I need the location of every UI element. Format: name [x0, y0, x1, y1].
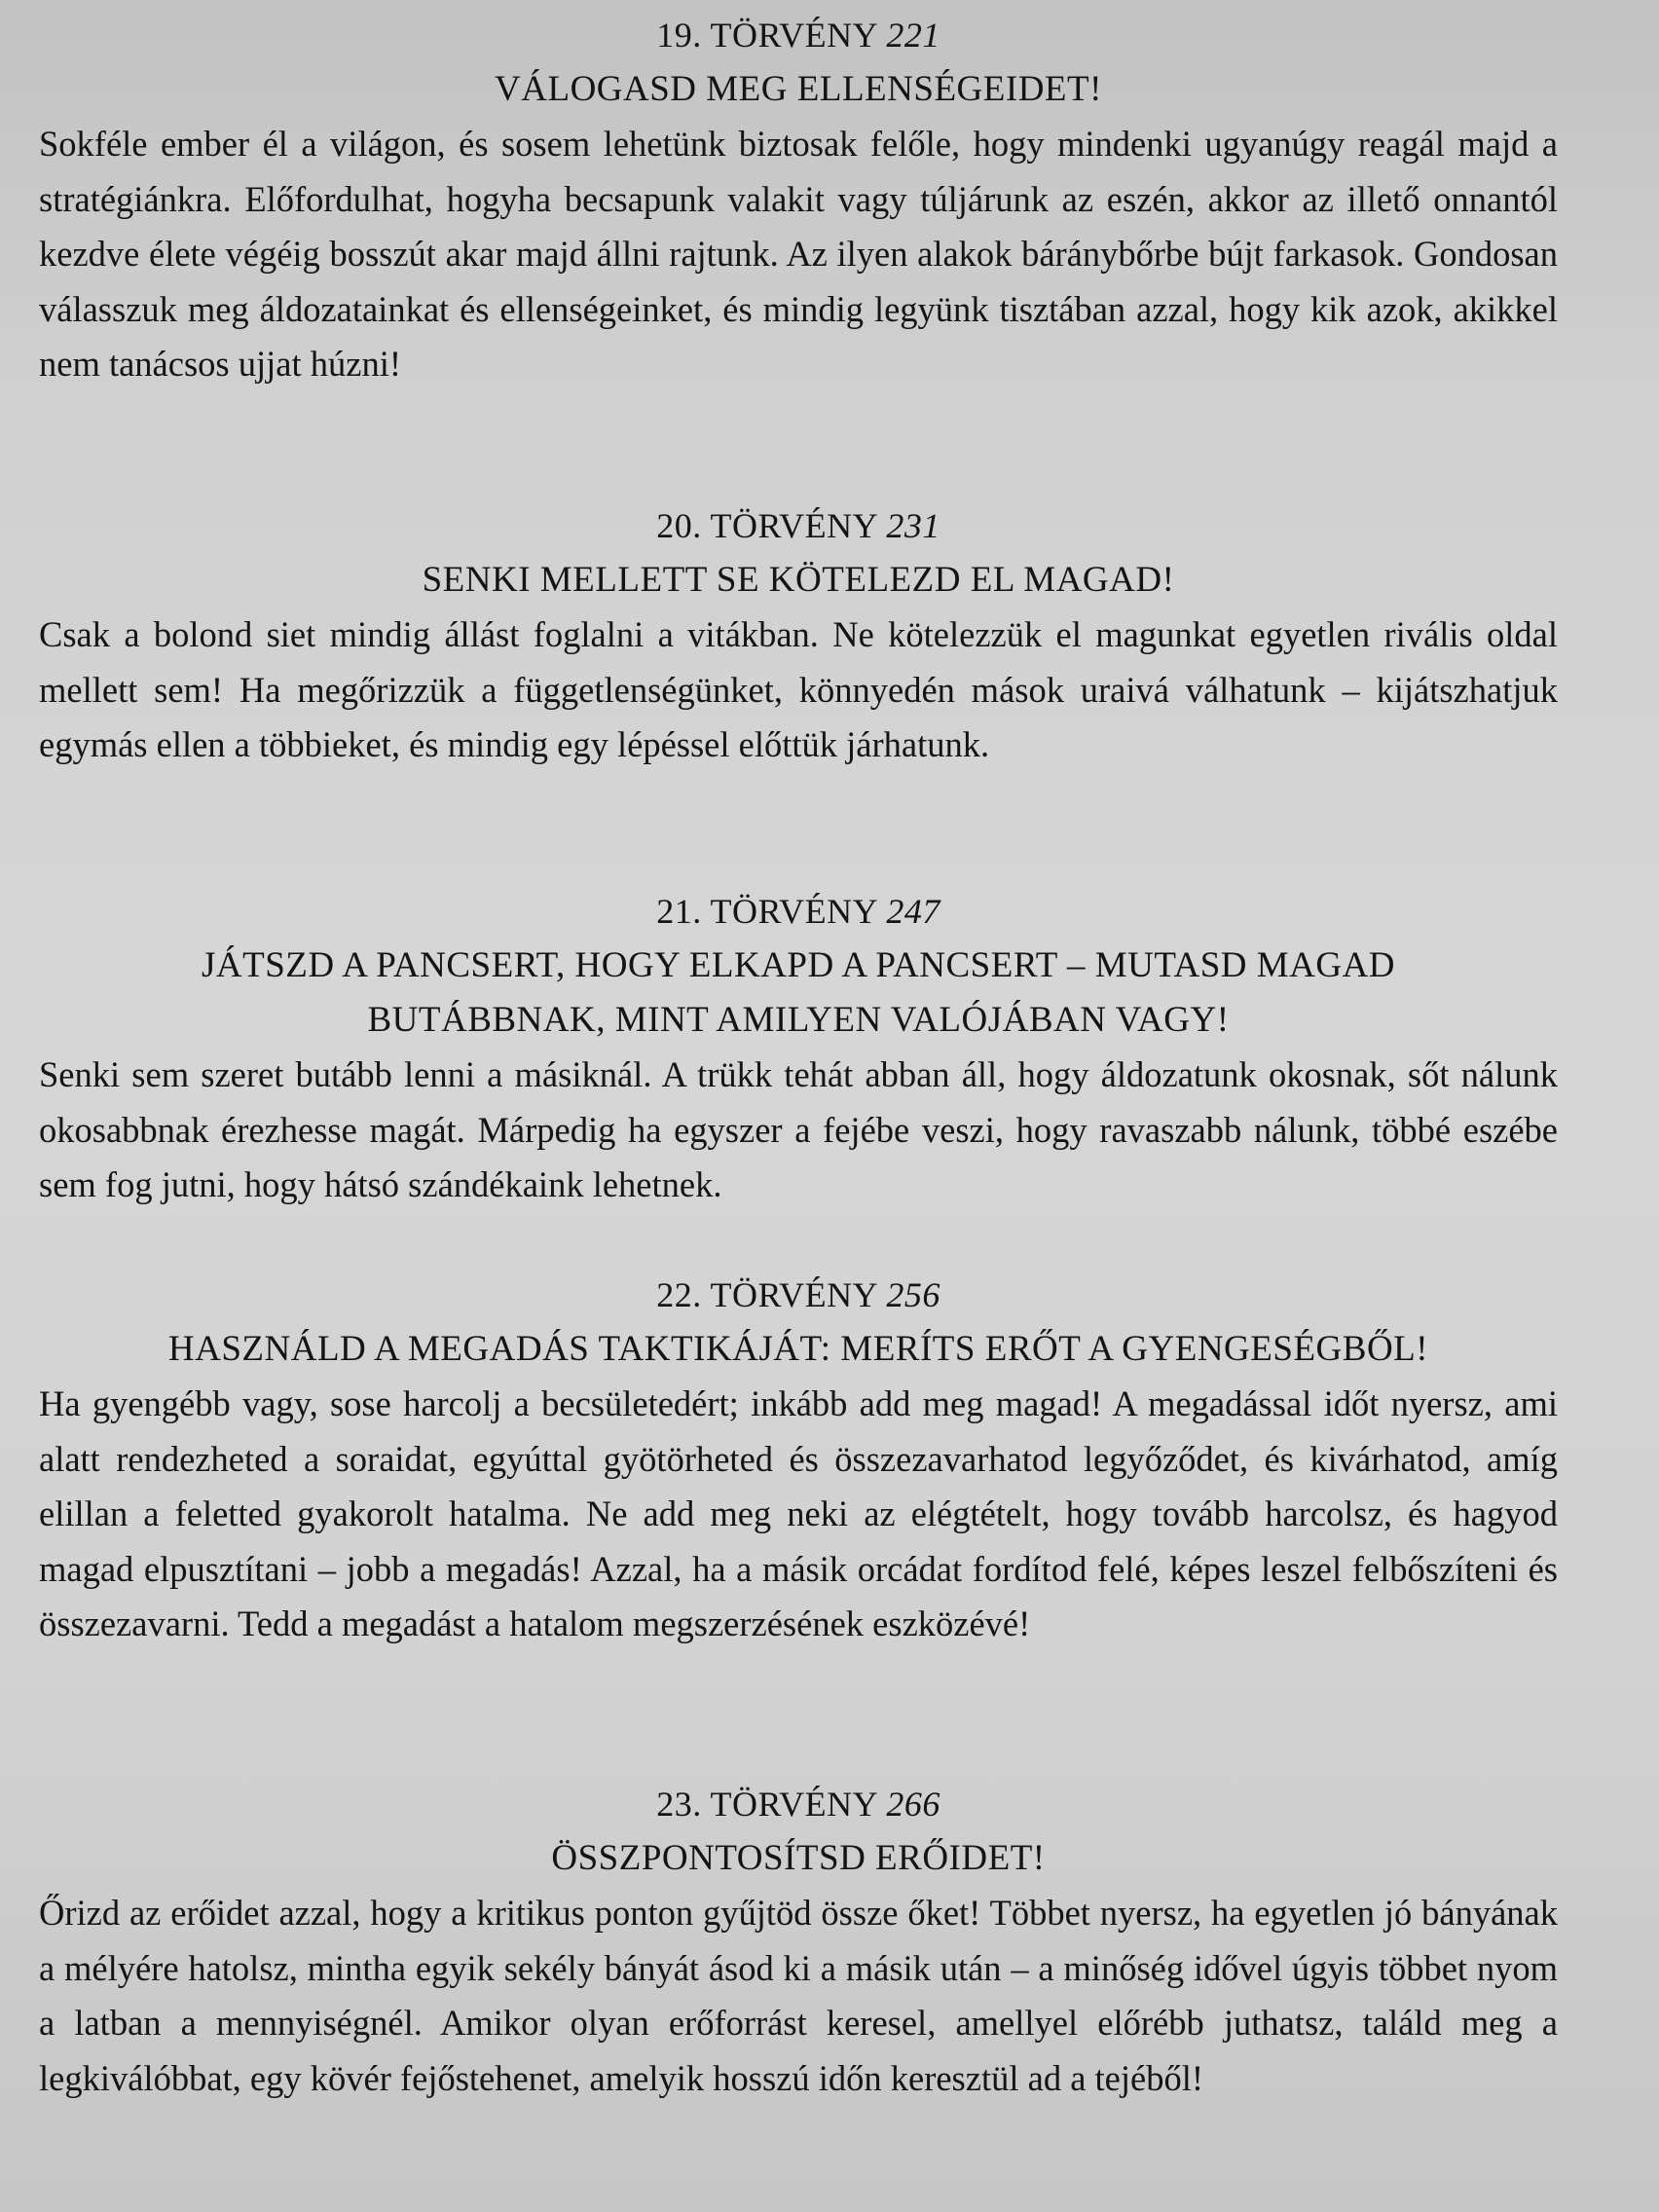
law-19-heading [39, 8, 1558, 62]
law-20-page-ref: 231 [886, 506, 940, 545]
law-19-page-ref: 221 [886, 16, 940, 55]
law-22-title: HASZNÁLD A MEGADÁS TAKTIKÁJÁT: MERÍTS ERŐT A GYENGESÉGBŐL! [167, 1329, 1429, 1369]
law-23-body: Őrizd az erőidet azzal, hogy a kritikus ponton gyűjtöd össze őket! Többet nyersz, ha egyetlen jó bányának a mélyére hatolsz, mintha egyik sekély bányát ásod ki a másik után – a minőség idővel úgyis többet nyom a latban a mennyiségnél. Amikor olyan erőforrást keresel, amellyel előrébb juthatsz, találd meg a legkiválóbbat, egy kövér fejőstehenet, amelyik hosszú időn keresztül ad a tejéből! [39, 1893, 1558, 2098]
law-19-body: Sokféle ember él a világon, és sosem lehetünk biztosak felőle, hogy mindenki ugyanúgy reagál majd a stratégiánkra. Előfordulhat, hogyha becsapunk valakit vagy túljárunk az eszén, akkor az illető onnantól kezdve élete végéig bosszút akar majd állni rajtunk. Az ilyen alakok báránybőrbe bújt farkasok. Gondosan válasszuk meg áldozatainkat és ellenségeinket, és mindig legyünk tisztában azzal, hogy kik azok, akikkel nem tanácsos ujjat húzni! [39, 124, 1558, 384]
law-21-page-ref: 247 [886, 892, 940, 931]
law-20-number: 20. TÖRVÉNY [656, 506, 877, 545]
law-20-heading [39, 498, 1558, 553]
law-22-number: 22. TÖRVÉNY [656, 1275, 877, 1314]
law-19-number: 19. TÖRVÉNY [656, 16, 877, 55]
law-23-heading [39, 1777, 1558, 1831]
law-19-section [39, 8, 1558, 392]
law-23-page-ref: 266 [886, 1785, 940, 1824]
law-22-heading [39, 1268, 1558, 1322]
law-21-heading [39, 884, 1558, 939]
law-23-title: ÖSSZPONTOSÍTSD ERŐIDET! [551, 1838, 1046, 1878]
law-21-title: JÁTSZD A PANCSERT, HOGY ELKAPD A PANCSERT – MUTASD MAGAD BUTÁBBNAK, MINT AMILYEN VALÓJÁBAN VAGY! [201, 945, 1396, 1040]
law-23-section [39, 1777, 1558, 2106]
law-20-body: Csak a bolond siet mindig állást foglalni a vitákban. Ne kötelezzük el magunkat egyetlen rivális oldal mellett sem! Ha megőrizzük a függetlenségünket, könnyedén mások uraivá válhatunk – kijátszhatjuk egymás ellen a többieket, és mindig egy lépéssel előttük járhatunk. [39, 614, 1558, 764]
law-20-title: SENKI MELLETT SE KÖTELEZD EL MAGAD! [422, 560, 1175, 600]
law-20-section [39, 498, 1558, 773]
law-21-body: Senki sem szeret butább lenni a másiknál. A trükk tehát abban áll, hogy áldozatunk okosnak, sőt nálunk okosabbnak érezhesse magát. Márpedig ha egyszer a fejébe veszi, hogy ravaszabb nálunk, többé eszébe sem fog jutni, hogy hátsó szándékaink lehetnek. [39, 1054, 1558, 1204]
law-19-title: VÁLOGASD MEG ELLENSÉGEIDET! [495, 69, 1102, 109]
law-21-section [39, 884, 1558, 1213]
law-23-number: 23. TÖRVÉNY [656, 1785, 877, 1824]
law-22-section [39, 1268, 1558, 1652]
law-22-body: Ha gyengébb vagy, sose harcolj a becsületedért; inkább add meg magad! A megadással időt nyersz, ami alatt rendezheted a soraidat, egyúttal gyötörheted és összezavarhatod legyőződet, és kivárhatod, amíg elillan a feletted gyakorolt hatalma. Ne add meg neki az elégtételt, hogy tovább harcolsz, és hagyod magad elpusztítani – jobb a megadás! Azzal, ha a másik orcádat fordítod felé, képes leszel felbőszíteni és összezavarni. Tedd a megadást a hatalom megszerzésének eszközévé! [39, 1383, 1558, 1643]
law-21-number: 21. TÖRVÉNY [656, 892, 877, 931]
law-22-page-ref: 256 [886, 1275, 940, 1314]
